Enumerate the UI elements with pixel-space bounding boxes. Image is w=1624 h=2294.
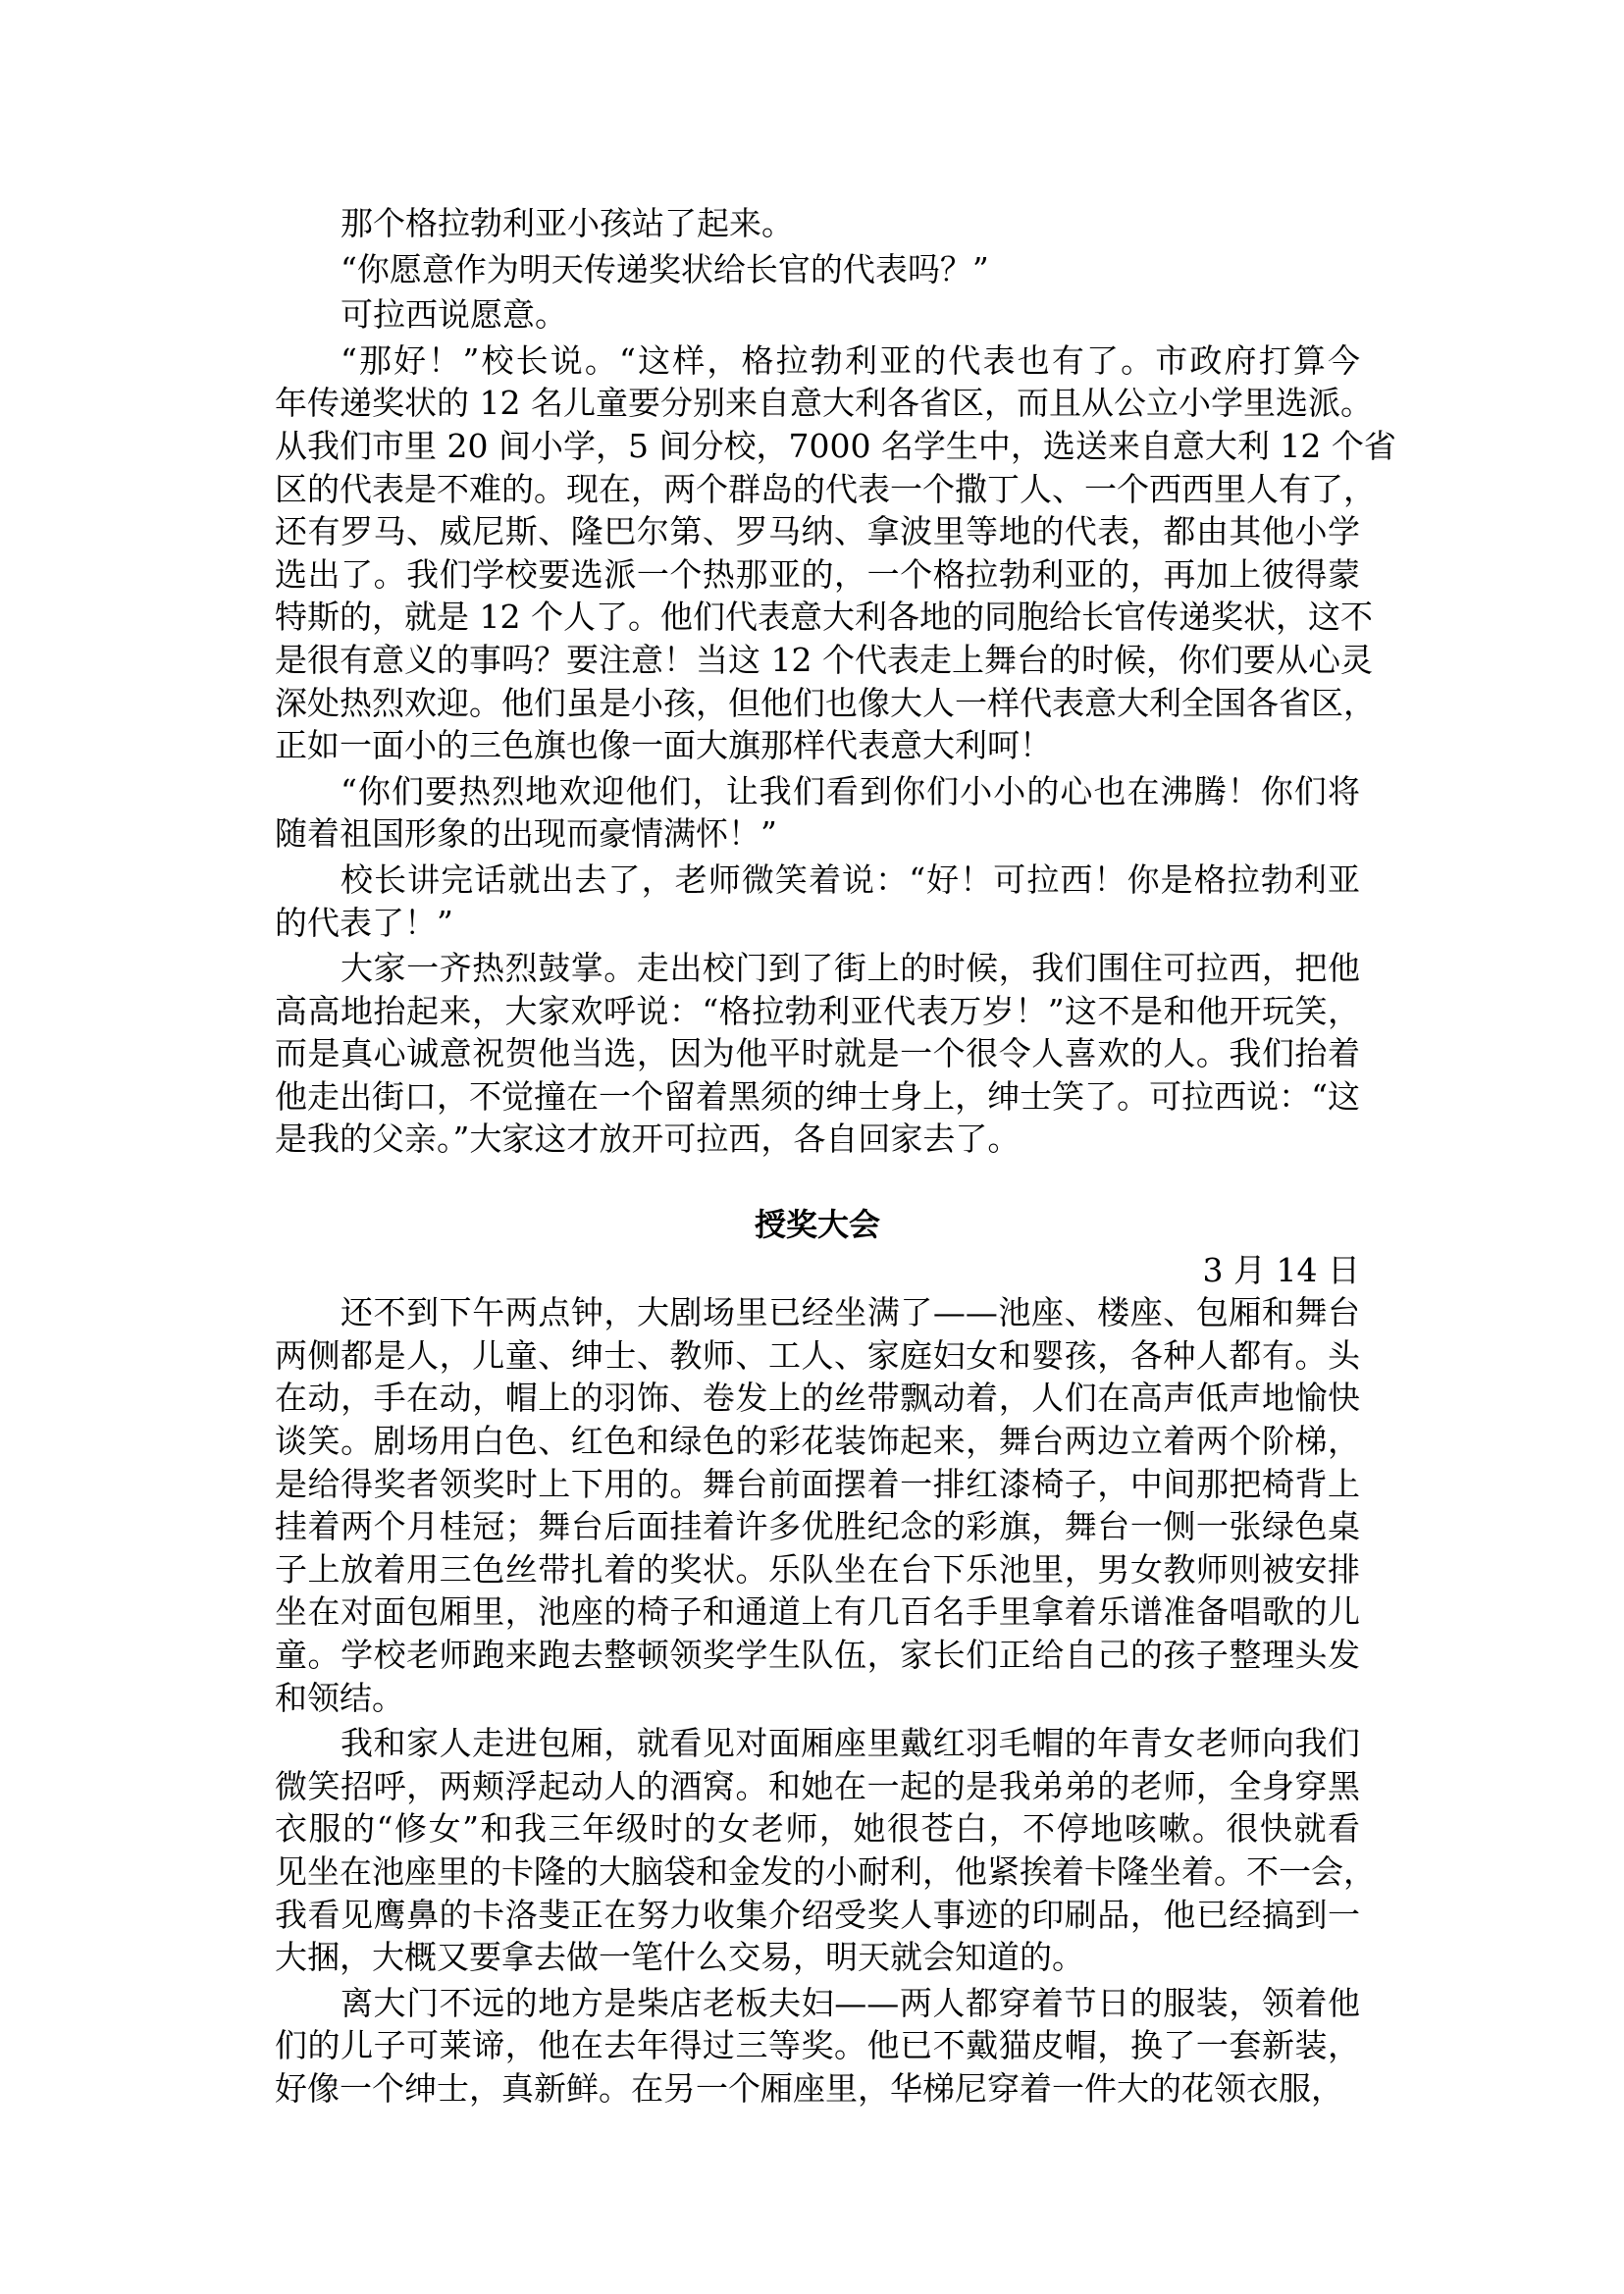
document-page	[275, 202, 1396, 2111]
text-line: 高高地抬起来，大家欢呼说：“格拉勃利亚代表万岁！”这不是和他开玩笑，	[275, 991, 1360, 1030]
paragraph	[275, 248, 1360, 291]
paragraph	[275, 339, 1396, 767]
paragraph	[275, 947, 1360, 1161]
paragraph	[275, 1291, 1360, 1719]
text-line: 随着祖国形象的出现而豪情满怀！”	[275, 814, 777, 854]
text-line: 衣服的“修女”和我三年级时的女老师，她很苍白，不停地咳嗽。很快就看	[275, 1809, 1360, 1849]
paragraph	[275, 293, 1360, 337]
section-title: 授奖大会	[754, 1206, 880, 1244]
text-line: 好像一个绅士，真新鲜。在另一个厢座里，华梯尼穿着一件大的花领衣服，	[275, 2068, 1343, 2108]
text-line: 我看见鹰鼻的卡洛斐正在努力收集介绍受奖人事迹的印刷品，他已经搞到一	[275, 1895, 1360, 1934]
text-line: 年传递奖状的 12 名儿童要分别来自意大利各省区，而且从公立小学里选派。	[275, 384, 1373, 423]
text-line: “你们要热烈地欢迎他们，让我们看到你们小小的心也在沸腾！你们将	[341, 771, 1360, 810]
text-line: 特斯的，就是 12 个人了。他们代表意大利各地的同胞给长官传递奖状，这不	[275, 598, 1373, 637]
section-date: 3 月 14 日	[1202, 1250, 1360, 1289]
text-line: 而是真心诚意祝贺他当选，因为他平时就是一个很令人喜欢的人。我们抬着	[275, 1034, 1360, 1073]
text-line: 那个格拉勃利亚小孩站了起来。	[341, 204, 794, 242]
paragraph	[275, 1722, 1376, 1979]
paragraph	[275, 859, 1360, 944]
paragraph	[275, 202, 1360, 245]
text-line: 谈笑。剧场用白色、红色和绿色的彩花装饰起来，舞台两边立着两个阶梯，	[275, 1422, 1360, 1461]
text-line: 我和家人走进包厢，就看见对面厢座里戴红羽毛帽的年青女老师向我们	[341, 1724, 1360, 1763]
text-line: 两侧都是人，儿童、绅士、教师、工人、家庭妇女和婴孩，各种人都有。头	[275, 1335, 1360, 1375]
text-line: 区的代表是不难的。现在，两个群岛的代表一个撒丁人、一个西西里人有了，	[275, 469, 1376, 508]
text-line: 选出了。我们学校要选派一个热那亚的，一个格拉勃利亚的，再加上彼得蒙	[275, 554, 1360, 594]
text-line: 正如一面小的三色旗也像一面大旗那样代表意大利呵！	[275, 726, 1052, 765]
text-line: 的代表了！”	[275, 903, 453, 942]
text-line: 是我的父亲。”大家这才放开可拉西，各自回家去了。	[275, 1120, 1021, 1159]
text-line: 微笑招呼，两颊浮起动人的酒窝。和她在一起的是我弟弟的老师，全身穿黑	[275, 1766, 1360, 1805]
text-line: 可拉西说愿意。	[341, 295, 567, 335]
text-line: 大捆，大概又要拿去做一笔什么交易，明天就会知道的。	[275, 1938, 1084, 1977]
text-line: 校长讲完话就出去了，老师微笑着说：“好！可拉西！你是格拉勃利亚	[341, 860, 1360, 899]
paragraph	[275, 1982, 1360, 2111]
text-line: 还有罗马、威尼斯、隆巴尔第、罗马纳、拿波里等地的代表，都由其他小学	[275, 512, 1360, 551]
text-line: 童。学校老师跑来跑去整顿领奖学生队伍，家长们正给自己的孩子整理头发	[275, 1636, 1360, 1674]
story-part-1	[275, 202, 1396, 1161]
text-line: 坐在对面包厢里，池座的椅子和通道上有几百名手里拿着乐谱准备唱歌的儿	[275, 1592, 1360, 1632]
text-line: 从我们市里 20 间小学，5 间分校，7000 名学生中，选送来自意大利 12 个省	[275, 426, 1396, 465]
text-line: 离大门不远的地方是柴店老板夫妇——两人都穿着节日的服装，领着他	[341, 1983, 1360, 2022]
text-line: 还不到下午两点钟，大剧场里已经坐满了——池座、楼座、包厢和舞台	[341, 1293, 1360, 1332]
story-part-2	[275, 1291, 1376, 2110]
paragraph	[275, 770, 1360, 856]
text-line: 在动，手在动，帽上的羽饰、卷发上的丝带飘动着，人们在高声低声地愉快	[275, 1379, 1360, 1418]
text-line: 深处热烈欢迎。他们虽是小孩，但他们也像大人一样代表意大利全国各省区，	[275, 683, 1376, 722]
text-line: 挂着两个月桂冠；舞台后面挂着许多优胜纪念的彩旗，舞台一侧一张绿色桌	[275, 1507, 1360, 1546]
text-line: 见坐在池座里的卡隆的大脑袋和金发的小耐利，他紧挨着卡隆坐着。不一会，	[275, 1851, 1376, 1891]
text-line: 他走出街口，不觉撞在一个留着黑须的绅士身上，绅士笑了。可拉西说：“这	[275, 1076, 1360, 1116]
text-line: 子上放着用三色丝带扎着的奖状。乐队坐在台下乐池里，男女教师则被安排	[275, 1549, 1360, 1589]
text-line: “你愿意作为明天传递奖状给长官的代表吗？”	[341, 249, 989, 288]
text-line: 是很有意义的事吗？要注意！当这 12 个代表走上舞台的时候，你们要从心灵	[275, 640, 1373, 679]
text-line: “那好！”校长说。“这样，格拉勃利亚的代表也有了。市政府打算今	[341, 340, 1360, 380]
text-line: 大家一齐热烈鼓掌。走出校门到了街上的时候，我们围住可拉西，把他	[341, 949, 1360, 988]
text-line: 们的儿子可莱谛，他在去年得过三等奖。他已不戴猫皮帽，换了一套新装，	[275, 2026, 1360, 2065]
text-line: 和领结。	[275, 1678, 404, 1717]
text-line: 是给得奖者领奖时上下用的。舞台前面摆着一排红漆椅子，中间那把椅背上	[275, 1464, 1360, 1503]
